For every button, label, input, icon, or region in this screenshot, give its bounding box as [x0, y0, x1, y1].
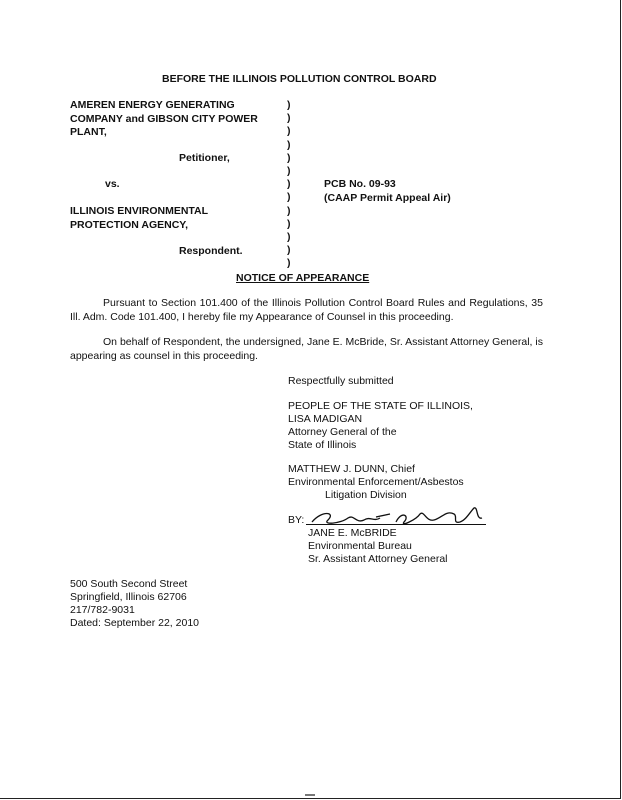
notice-paragraph-1: Pursuant to Section 101.400 of the Illinois Pollution Control Board Rules and Regulations, 35 Ill. Adm. Code 101.400, I hereby file my Appearance of Counsel in this proceeding.: [70, 297, 543, 323]
paren: ): [287, 204, 291, 217]
respondent-line: ILLINOIS ENVIRONMENTAL: [70, 205, 209, 217]
address-line: 500 South Second Street: [70, 578, 188, 590]
respondent-line: PROTECTION AGENCY,: [70, 218, 189, 231]
respondent-label: Respondent.: [179, 245, 243, 257]
scan-artifact: [305, 794, 315, 796]
paren: ): [287, 138, 291, 151]
notice-title: NOTICE OF APPEARANCE: [236, 272, 370, 284]
signer-block: [308, 527, 448, 566]
paren: ): [287, 99, 291, 111]
case-number: PCB No. 09-93: [324, 178, 396, 190]
case-info: [324, 178, 451, 205]
signer-line: Sr. Assistant Attorney General: [308, 553, 448, 565]
paren: ): [287, 217, 291, 230]
closing: Respectfully submitted: [288, 375, 394, 387]
address-line: Springfield, Illinois 62706: [70, 591, 187, 603]
signer-line: JANE E. McBRIDE: [308, 527, 397, 539]
people-line: Attorney General of the: [288, 426, 397, 438]
chief-line: Environmental Enforcement/Asbestos: [288, 476, 464, 488]
paren: ): [287, 178, 291, 191]
people-line: State of Illinois: [288, 439, 357, 451]
people-line: PEOPLE OF THE STATE OF ILLINOIS,: [288, 400, 473, 412]
petitioner-line: PLANT,: [70, 126, 107, 138]
paren: ): [287, 112, 291, 125]
dated-line: Dated: September 22, 2010: [70, 617, 200, 629]
petitioner-line: AMEREN ENERGY GENERATING: [70, 99, 235, 111]
people-line: LISA MADIGAN: [288, 413, 363, 425]
petitioner-name: [70, 99, 258, 140]
people-block: [288, 400, 473, 452]
paren: ): [287, 231, 291, 244]
respondent-name: [70, 205, 208, 232]
notice-paragraph-2: On behalf of Respondent, the undersigned, Jane E. McBride, Sr. Assistant Attorney General, is appearing as counsel in this proceeding.: [70, 336, 543, 362]
paren: ): [287, 151, 291, 164]
signature-line: [306, 524, 486, 525]
chief-line: MATTHEW J. DUNN, Chief: [288, 463, 415, 475]
by-label: BY:: [288, 514, 305, 526]
paren: ): [287, 125, 291, 138]
address-line: 217/782-9031: [70, 604, 135, 616]
caption-parentheses: [287, 99, 291, 271]
paren: ): [287, 191, 291, 204]
case-type: (CAAP Permit Appeal Air): [324, 191, 451, 204]
petitioner-line: COMPANY and GIBSON CITY POWER: [70, 112, 258, 125]
paren: ): [287, 244, 291, 257]
signer-line: Environmental Bureau: [308, 540, 412, 552]
division: Litigation Division: [325, 489, 407, 501]
petitioner-label: Petitioner,: [179, 152, 230, 164]
board-title: BEFORE THE ILLINOIS POLLUTION CONTROL BOARD: [162, 73, 437, 85]
versus-label: vs.: [105, 178, 120, 190]
chief-block: [288, 463, 464, 489]
handwritten-signature: [306, 500, 496, 530]
paren: ): [287, 165, 291, 178]
address-block: [70, 578, 199, 630]
paren: ): [287, 257, 291, 270]
